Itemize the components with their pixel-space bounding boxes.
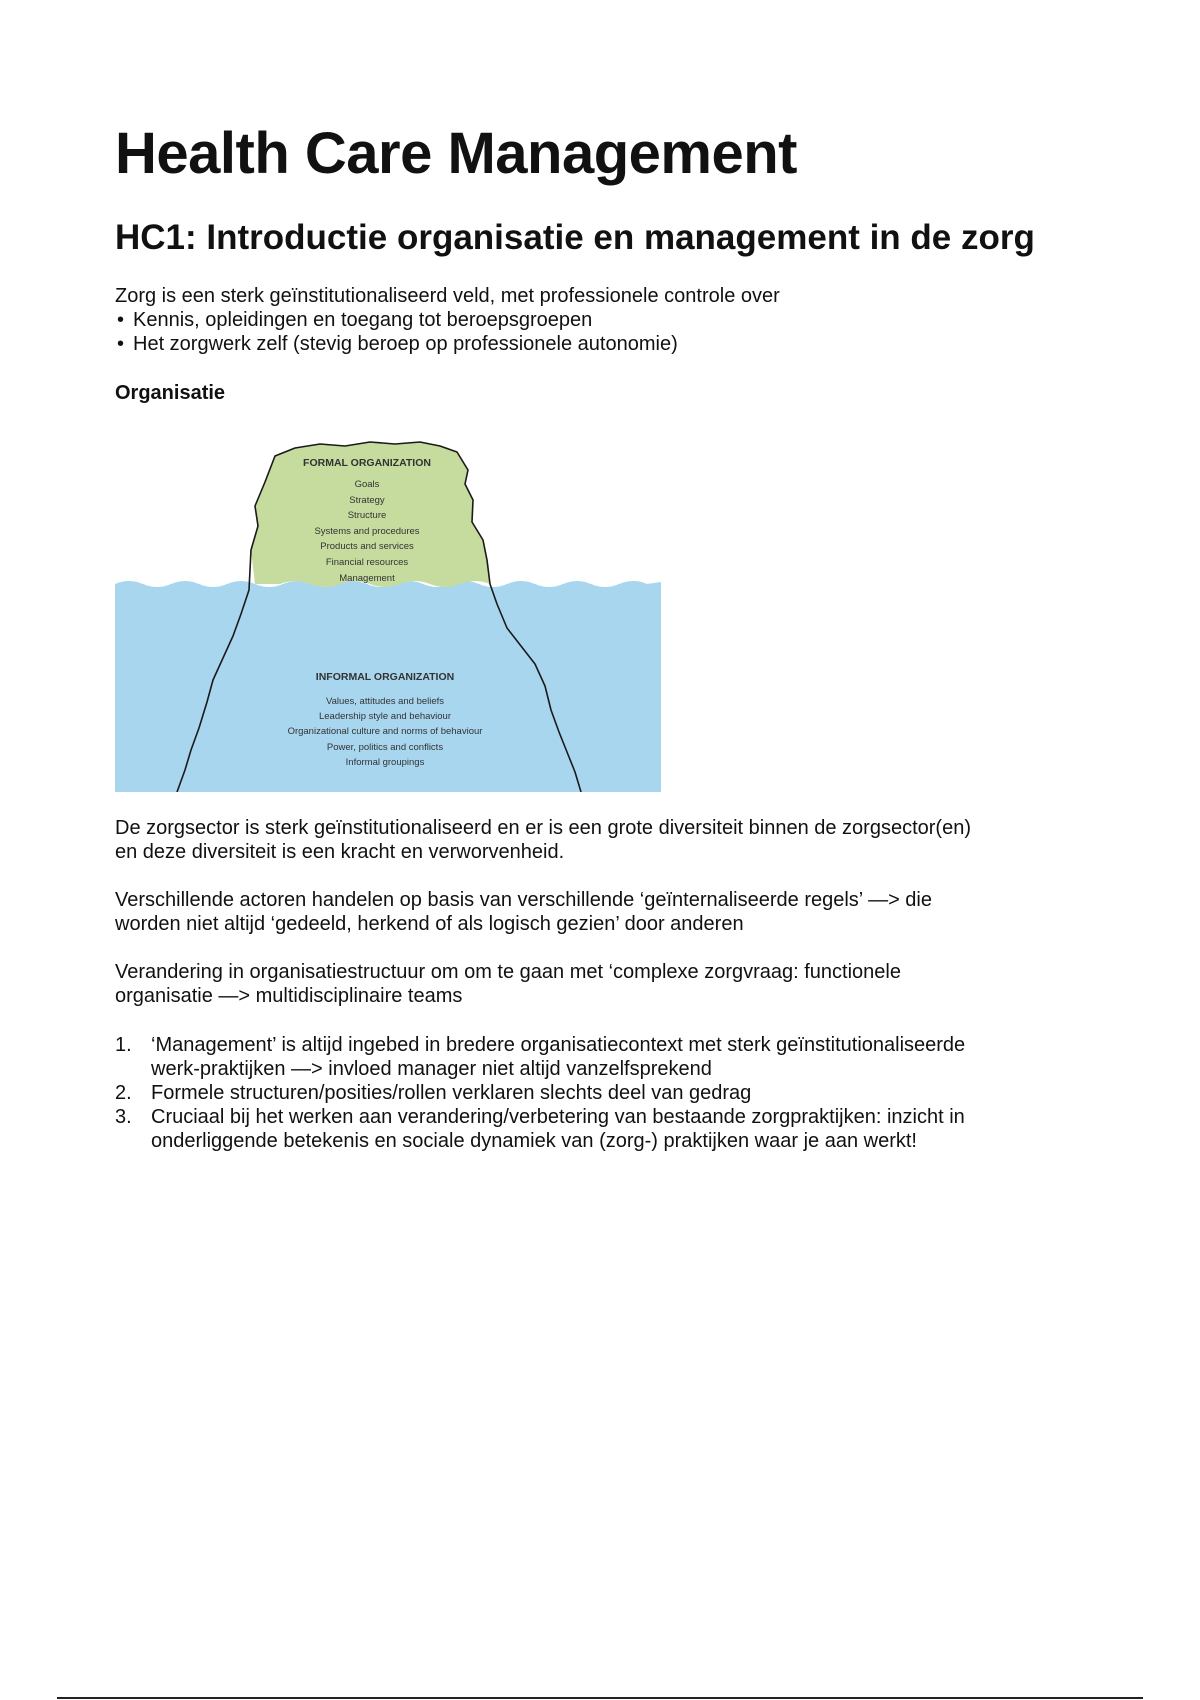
list-item	[115, 1081, 1075, 1105]
informal-item: Organizational culture and norms of behaviour	[287, 726, 483, 737]
paragraph-verandering	[115, 960, 1075, 1008]
paragraph-line: organisatie —> multidisciplinaire teams	[115, 985, 463, 1007]
bullet-text: Kennis, opleidingen en toegang tot beroepsgroepen	[133, 309, 593, 331]
list-item-line: ‘Management’ is altijd ingebed in bredere organisatiecontext met sterk geïnstitutionaliseerde	[151, 1034, 966, 1056]
list-item	[115, 332, 1075, 356]
formal-item: Financial resources	[325, 557, 409, 568]
list-item-line: Cruciaal bij het werken aan verandering/verbetering van bestaande zorgpraktijken: inzicht in	[151, 1106, 965, 1128]
formal-item: Strategy	[349, 495, 385, 506]
bullet-marker: •	[117, 333, 125, 355]
footer-divider	[57, 1697, 1143, 1699]
lecture-heading: HC1: Introductie organisatie en management in de zorg	[115, 218, 1035, 257]
list-item	[115, 1033, 1075, 1081]
list-number: 2.	[115, 1082, 132, 1104]
informal-item: Leadership style and behaviour	[318, 711, 452, 722]
list-item	[115, 1105, 1075, 1153]
intro-bullet-list	[115, 308, 1075, 356]
paragraph-line: Verschillende actoren handelen op basis van verschillende ‘geïnternaliseerde regels’ —> die	[115, 889, 932, 911]
informal-organization-title: INFORMAL ORGANIZATION	[315, 671, 455, 683]
formal-item: Products and services	[320, 541, 414, 552]
list-item	[115, 308, 1075, 332]
formal-item: Goals	[354, 479, 380, 490]
informal-item: Values, attitudes and beliefs	[325, 696, 445, 707]
bullet-text: Het zorgwerk zelf (stevig beroep op professionele autonomie)	[133, 333, 678, 355]
paragraph-diversiteit	[115, 816, 1075, 864]
iceberg-diagram	[115, 432, 661, 792]
informal-item: Informal groupings	[345, 757, 425, 768]
paragraph-line: De zorgsector is sterk geïnstitutionaliseerd en er is een grote diversiteit binnen de zorgsector(en)	[115, 817, 971, 839]
formal-organization-title: FORMAL ORGANIZATION	[303, 457, 431, 469]
section-heading-organisatie: Organisatie	[115, 382, 226, 404]
list-item-line: Formele structuren/posities/rollen verklaren slechts deel van gedrag	[151, 1082, 752, 1104]
paragraph-line: Verandering in organisatiestructuur om om te gaan met ‘complexe zorgvraag: functionele	[115, 961, 901, 983]
numbered-list	[115, 1033, 1075, 1153]
list-item-line: onderliggende betekenis en sociale dynamiek van (zorg-) praktijken waar je aan werkt!	[151, 1130, 917, 1152]
bullet-marker: •	[117, 309, 125, 331]
intro-block	[115, 284, 1075, 356]
intro-lead: Zorg is een sterk geïnstitutionaliseerd veld, met professionele controle over	[115, 285, 780, 307]
informal-item: Power, politics and conflicts	[326, 742, 444, 753]
list-number: 1.	[115, 1034, 132, 1056]
formal-item: Structure	[347, 510, 387, 521]
formal-item: Management	[339, 573, 395, 584]
paragraph-actoren	[115, 888, 1075, 936]
paragraph-line: en deze diversiteit is een kracht en verworvenheid.	[115, 841, 565, 863]
document-title: Health Care Management	[115, 121, 797, 186]
formal-item: Systems and procedures	[314, 526, 420, 537]
paragraph-line: worden niet altijd ‘gedeeld, herkend of als logisch gezien’ door anderen	[115, 913, 744, 935]
list-number: 3.	[115, 1106, 132, 1128]
list-item-line: werk-praktijken —> invloed manager niet altijd vanzelfsprekend	[151, 1058, 712, 1080]
